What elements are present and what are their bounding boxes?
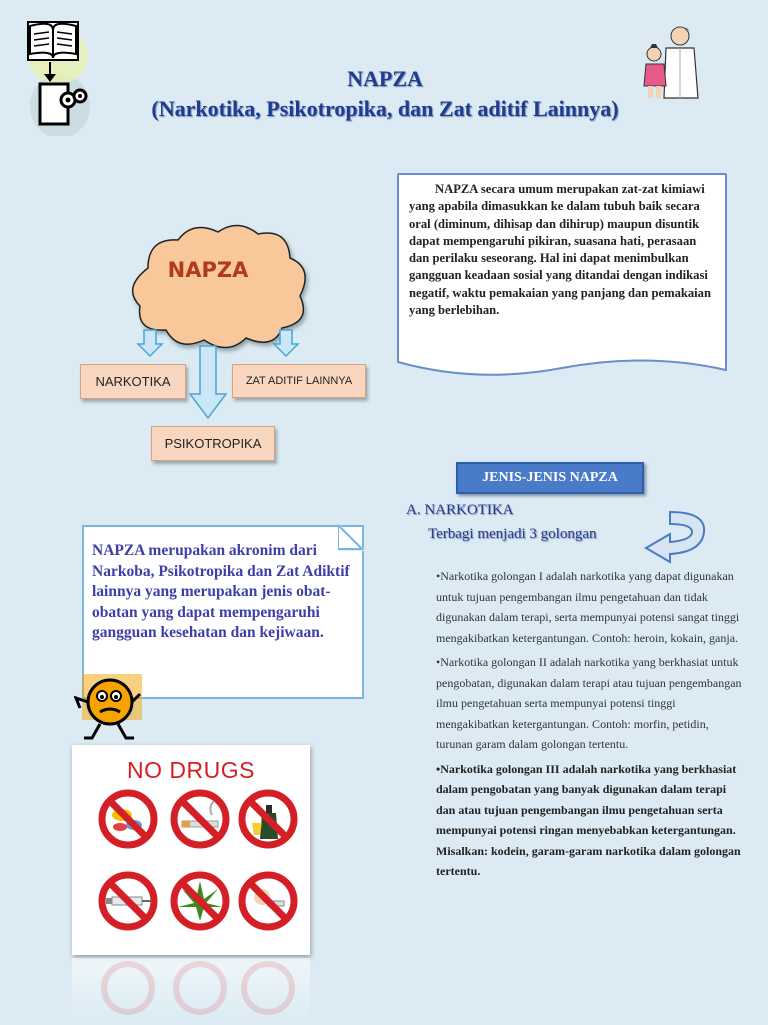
list-item: •Narkotika golongan II adalah narkotika yang berkhasiat untuk pengobatan, digunakan dalam terapi atau tujuan pengembangan ilmu pengetahuan serta mempunyai potensi tinggi mengakibatkan ketergantungan. Contoh: morfin, petidin, turunan garam dalam golongan tertentu. — [436, 655, 742, 751]
section-a-title: A. NARKOTIKA — [406, 502, 514, 518]
cloud-label: NAPZA — [167, 258, 249, 282]
napza-diagram — [78, 218, 378, 468]
acronym-box-corner — [338, 523, 366, 551]
description-text: NAPZA secara umum merupakan zat-zat kimiawi yang apabila dimasukkan ke dalam tubuh baik secara oral (diminum, dihisap dan dihirup) maupun disuntik dapat mempengaruhi pikiran, suasana hati, perasaan dan perilaku seseorang. Hal ini dapat menimbulkan gangguan keadaan sosial yang ditandai dengan indikasi negatif, waktu pemakaian yang panjang dan pemakaian yang berlebihan. — [409, 182, 711, 318]
types-header: JENIS-JENIS NAPZA — [456, 462, 644, 494]
category-psikotropika: PSIKOTROPIKA — [151, 426, 275, 461]
poster-reflection — [72, 958, 310, 1020]
no-syringe-icon — [102, 875, 154, 927]
napza-description — [397, 173, 727, 353]
poster-title: NO DRUGS — [127, 757, 255, 783]
acronym-text: NAPZA merupakan akronim dari Narkoba, Psikotropika dan Zat Adiktif lainnya yang merupakan jenis obat-obatan yang dapat mempengaruhi gangguan kesehatan dan kejiwaan. — [92, 542, 350, 641]
section-a-subtitle: Terbagi menjadi 3 golongan — [428, 526, 597, 542]
no-alcohol-icon — [242, 793, 294, 845]
cloud-shape — [133, 225, 306, 347]
list-item: •Narkotika golongan I adalah narkotika yang dapat digunakan untuk tujuan pengembangan ilmu pengetahuan dan tidak digunakan dalam terapi, serta mempunyai potensi sangat tinggi mengakibatkan ketergantungan. Contoh: heroin, kokain, ganja. — [436, 569, 740, 645]
no-marijuana-icon — [174, 875, 226, 927]
no-pills-icon — [102, 793, 154, 845]
no-drugs-poster — [72, 745, 310, 955]
category-narkotika: NARKOTIKA — [80, 364, 186, 399]
page-title: NAPZA — [347, 66, 423, 91]
list-item: •Narkotika golongan III adalah narkotika yang berkhasiat dalam pengobatan yang banyak digunakan dalam terapi dan atau tujuan pengembangan ilmu pengetahuan serta mempunyai potensi ringan menyebabkan ketergantungan. Misalkan: kodein, garam-garam narkotika dalam golongan tertentu. — [436, 761, 741, 878]
curved-arrow-icon — [640, 508, 710, 564]
doctor-clipart — [640, 24, 702, 100]
description-wave — [397, 346, 727, 382]
category-zat-aditif: ZAT ADITIF LAINNYA — [232, 364, 366, 398]
worried-face-icon — [74, 672, 144, 744]
arrow-down-icon — [138, 330, 162, 356]
no-drugs-use-icon — [242, 875, 294, 927]
arrow-down-icon — [190, 346, 226, 418]
book-computer-clipart — [22, 16, 94, 136]
narkotika-list — [436, 566, 742, 886]
page-subtitle: (Narkotika, Psikotropika, dan Zat aditif Lainnya) — [151, 96, 619, 121]
no-smoking-icon — [174, 793, 226, 845]
